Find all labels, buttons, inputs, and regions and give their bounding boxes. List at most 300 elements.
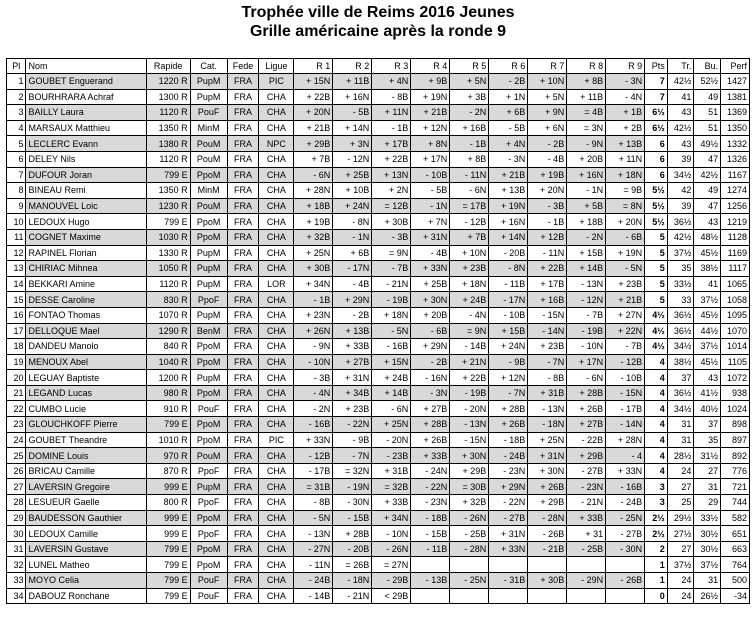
cell-league: CHA — [259, 463, 294, 479]
cell-round-4: - 15B — [411, 526, 450, 542]
cell-league: CHA — [259, 105, 294, 121]
cell-points: 4 — [645, 448, 668, 464]
cell-round-1: + 25N — [294, 245, 333, 261]
cell-round-7: + 29B — [528, 495, 567, 511]
cell-category: PupM — [190, 276, 227, 292]
cell-round-7: + 31N — [528, 448, 567, 464]
table-row — [7, 588, 750, 604]
header-tiebreak-bu: Bu. — [694, 59, 721, 74]
cell-round-1: + 19B — [294, 214, 333, 230]
header-row — [7, 59, 750, 74]
cell-round-9: + 18N — [606, 167, 645, 183]
header-name: Nom — [26, 59, 146, 74]
cell-performance: 892 — [721, 448, 750, 464]
cell-tiebreak-bu: 47 — [694, 198, 721, 214]
cell-tiebreak-tr: 34½ — [667, 401, 694, 417]
cell-round-8: + 31 — [567, 526, 606, 542]
cell-category: PupM — [190, 89, 227, 105]
cell-name: BAUDESSON Gauthier — [26, 510, 146, 526]
cell-performance: 721 — [721, 479, 750, 495]
cell-round-4: + 26B — [411, 432, 450, 448]
cell-rating: 799 E — [146, 588, 190, 604]
cell-tiebreak-bu: 26½ — [694, 588, 721, 604]
cell-round-9: - 27B — [606, 526, 645, 542]
cell-place: 20 — [7, 370, 26, 386]
cell-performance: 1326 — [721, 151, 750, 167]
cell-tiebreak-bu: 49 — [694, 183, 721, 199]
cell-round-9 — [606, 557, 645, 573]
cell-round-7: + 30B — [528, 573, 567, 589]
cell-round-5: + 24B — [450, 292, 489, 308]
cell-tiebreak-tr: 27 — [667, 541, 694, 557]
cell-rating: 1120 R — [146, 151, 190, 167]
cell-performance: 764 — [721, 557, 750, 573]
cell-round-7: + 16B — [528, 292, 567, 308]
cell-tiebreak-tr: 34½ — [667, 167, 694, 183]
cell-round-3: = 9N — [372, 245, 411, 261]
cell-round-2: + 28B — [333, 526, 372, 542]
cell-round-8: - 12N — [567, 292, 606, 308]
cell-round-8: - 10N — [567, 339, 606, 355]
cell-name: LEGUAY Baptiste — [26, 370, 146, 386]
cell-round-2: - 12N — [333, 151, 372, 167]
cell-points: 4 — [645, 401, 668, 417]
cell-round-3: + 31B — [372, 463, 411, 479]
cell-name: DOMINE Louis — [26, 448, 146, 464]
cell-points: 7 — [645, 74, 668, 90]
cell-round-6: + 21B — [489, 167, 528, 183]
cell-category: PpoM — [190, 417, 227, 433]
cell-round-9: + 28N — [606, 432, 645, 448]
cell-round-6 — [489, 588, 528, 604]
cell-tiebreak-tr: 37 — [667, 370, 694, 386]
cell-round-2: + 3N — [333, 136, 372, 152]
cell-place: 1 — [7, 74, 26, 90]
cell-league: CHA — [259, 401, 294, 417]
cell-round-8: = 3N — [567, 120, 606, 136]
cell-league: CHA — [259, 370, 294, 386]
cell-rating: 999 E — [146, 479, 190, 495]
cell-round-7: + 19B — [528, 167, 567, 183]
cell-round-6: + 4N — [489, 136, 528, 152]
header-tiebreak-tr: Tr. — [667, 59, 694, 74]
cell-performance: 1128 — [721, 229, 750, 245]
cell-tiebreak-bu: 31 — [694, 479, 721, 495]
cell-round-4: - 2B — [411, 354, 450, 370]
cell-federation: FRA — [227, 385, 259, 401]
cell-tiebreak-tr: 24 — [667, 463, 694, 479]
cell-performance: 1369 — [721, 105, 750, 121]
cell-tiebreak-tr: 24 — [667, 588, 694, 604]
cell-league: CHA — [259, 557, 294, 573]
cell-round-8: - 7B — [567, 307, 606, 323]
cell-federation: FRA — [227, 588, 259, 604]
cell-category: PpoF — [190, 526, 227, 542]
cell-round-2: + 10B — [333, 183, 372, 199]
cell-round-2: + 25B — [333, 167, 372, 183]
cell-round-7: + 9N — [528, 105, 567, 121]
cell-category: PupM — [190, 370, 227, 386]
cell-performance: 938 — [721, 385, 750, 401]
cell-performance: 1427 — [721, 74, 750, 90]
cell-name: DUFOUR Joran — [26, 167, 146, 183]
cell-category: PouF — [190, 105, 227, 121]
cell-name: LUNEL Matheo — [26, 557, 146, 573]
cell-round-4: - 18B — [411, 510, 450, 526]
cell-place: 21 — [7, 385, 26, 401]
cell-league: CHA — [259, 479, 294, 495]
cell-round-9: - 16B — [606, 479, 645, 495]
cell-performance: 651 — [721, 526, 750, 542]
cell-round-6: + 33N — [489, 541, 528, 557]
table-row — [7, 261, 750, 277]
cell-round-1: - 4N — [294, 385, 333, 401]
cell-round-8: + 26B — [567, 401, 606, 417]
cell-round-7: + 23B — [528, 339, 567, 355]
cell-round-9: - 25N — [606, 510, 645, 526]
table-row — [7, 417, 750, 433]
cell-round-4: - 5B — [411, 183, 450, 199]
cell-federation: FRA — [227, 198, 259, 214]
cell-federation: FRA — [227, 276, 259, 292]
cell-round-8: + 8B — [567, 74, 606, 90]
table-row — [7, 105, 750, 121]
cell-name: FONTAO Thomas — [26, 307, 146, 323]
cell-round-1: - 8B — [294, 495, 333, 511]
cell-round-3: - 29B — [372, 573, 411, 589]
cell-points: 2 — [645, 541, 668, 557]
cell-round-7: + 5N — [528, 89, 567, 105]
cell-round-8: - 2N — [567, 229, 606, 245]
cell-round-7: + 22B — [528, 261, 567, 277]
cell-round-1: + 18B — [294, 198, 333, 214]
cell-performance: 1058 — [721, 292, 750, 308]
cell-round-5: + 8B — [450, 151, 489, 167]
cell-round-5: = 9N — [450, 323, 489, 339]
cell-federation: FRA — [227, 495, 259, 511]
cell-round-1: - 3B — [294, 370, 333, 386]
cell-round-2: - 30N — [333, 495, 372, 511]
cell-category: PouF — [190, 588, 227, 604]
cell-federation: FRA — [227, 120, 259, 136]
cell-performance: 1169 — [721, 245, 750, 261]
table-row — [7, 385, 750, 401]
cell-federation: FRA — [227, 557, 259, 573]
cell-points: 3 — [645, 495, 668, 511]
cell-round-3: - 8B — [372, 89, 411, 105]
cell-round-3: - 3B — [372, 229, 411, 245]
cell-round-2: + 29N — [333, 292, 372, 308]
cell-league: NPC — [259, 136, 294, 152]
cell-place: 7 — [7, 167, 26, 183]
cell-tiebreak-tr: 36½ — [667, 214, 694, 230]
cell-round-7: + 25N — [528, 432, 567, 448]
cell-performance: 1024 — [721, 401, 750, 417]
cell-round-4: + 21B — [411, 105, 450, 121]
cell-performance: 663 — [721, 541, 750, 557]
cell-round-5: + 16B — [450, 120, 489, 136]
results-table — [6, 58, 750, 604]
cell-round-9: = 9B — [606, 183, 645, 199]
cell-tiebreak-tr: 36½ — [667, 307, 694, 323]
cell-round-7: - 3B — [528, 198, 567, 214]
table-row — [7, 276, 750, 292]
cell-round-3: - 16B — [372, 339, 411, 355]
cell-round-8: + 33B — [567, 510, 606, 526]
cell-round-6: - 11B — [489, 276, 528, 292]
cell-federation: FRA — [227, 354, 259, 370]
cell-round-6: - 18B — [489, 432, 528, 448]
cell-round-3: + 13N — [372, 167, 411, 183]
cell-round-3: - 20N — [372, 432, 411, 448]
cell-round-4: + 9B — [411, 74, 450, 90]
cell-tiebreak-bu: 48½ — [694, 229, 721, 245]
cell-round-4: + 33N — [411, 261, 450, 277]
cell-tiebreak-tr: 31 — [667, 417, 694, 433]
cell-tiebreak-bu: 31 — [694, 573, 721, 589]
cell-tiebreak-tr: 34½ — [667, 339, 694, 355]
cell-tiebreak-tr: 37½ — [667, 245, 694, 261]
cell-federation: FRA — [227, 214, 259, 230]
cell-points: 4 — [645, 417, 668, 433]
cell-round-5: + 7B — [450, 229, 489, 245]
cell-round-8: - 1N — [567, 183, 606, 199]
cell-round-9: + 11N — [606, 151, 645, 167]
cell-tiebreak-bu: 35 — [694, 432, 721, 448]
cell-round-3: - 26N — [372, 541, 411, 557]
cell-round-5: - 26N — [450, 510, 489, 526]
cell-name: DABOUZ Ronchane — [26, 588, 146, 604]
cell-round-6: + 13B — [489, 183, 528, 199]
cell-round-7: + 10N — [528, 74, 567, 90]
cell-category: MinM — [190, 120, 227, 136]
cell-round-9: - 15N — [606, 385, 645, 401]
cell-league: CHA — [259, 167, 294, 183]
cell-round-4 — [411, 557, 450, 573]
cell-tiebreak-tr: 43 — [667, 136, 694, 152]
cell-category: PouM — [190, 136, 227, 152]
cell-round-2: = 32N — [333, 463, 372, 479]
cell-league: CHA — [259, 448, 294, 464]
cell-place: 9 — [7, 198, 26, 214]
cell-federation: FRA — [227, 417, 259, 433]
table-row — [7, 120, 750, 136]
cell-league: CHA — [259, 588, 294, 604]
cell-round-1: + 28N — [294, 183, 333, 199]
cell-round-4: + 25B — [411, 276, 450, 292]
cell-points: 4 — [645, 385, 668, 401]
cell-federation: FRA — [227, 167, 259, 183]
cell-tiebreak-bu: 49 — [694, 89, 721, 105]
cell-round-5: - 25B — [450, 526, 489, 542]
cell-rating: 1040 R — [146, 354, 190, 370]
cell-round-5: + 23B — [450, 261, 489, 277]
cell-league: CHA — [259, 151, 294, 167]
cell-category: PouF — [190, 401, 227, 417]
cell-category: PpoM — [190, 510, 227, 526]
cell-round-8: - 9N — [567, 136, 606, 152]
cell-rating: 1350 R — [146, 120, 190, 136]
cell-round-1: - 12B — [294, 448, 333, 464]
cell-name: LAVERSIN Gregoire — [26, 479, 146, 495]
cell-round-8: - 19B — [567, 323, 606, 339]
cell-rating: 1230 R — [146, 198, 190, 214]
table-row — [7, 432, 750, 448]
cell-tiebreak-bu: 49½ — [694, 136, 721, 152]
cell-category: PpoF — [190, 463, 227, 479]
page-title: Trophée ville de Reims 2016 Jeunes — [241, 4, 515, 21]
table-row — [7, 323, 750, 339]
cell-tiebreak-tr: 36½ — [667, 323, 694, 339]
cell-tiebreak-tr: 31 — [667, 432, 694, 448]
header-round-6: R 6 — [489, 59, 528, 74]
cell-round-6: + 19N — [489, 198, 528, 214]
cell-round-7: + 6N — [528, 120, 567, 136]
cell-league: CHA — [259, 510, 294, 526]
cell-federation: FRA — [227, 510, 259, 526]
table-row — [7, 74, 750, 90]
header-round-7: R 7 — [528, 59, 567, 74]
cell-rating: 1010 R — [146, 432, 190, 448]
cell-tiebreak-tr: 38½ — [667, 354, 694, 370]
cell-place: 13 — [7, 261, 26, 277]
cell-rating: 800 R — [146, 495, 190, 511]
cell-rating: 1050 R — [146, 261, 190, 277]
header-round-2: R 2 — [333, 59, 372, 74]
cell-league: CHA — [259, 120, 294, 136]
cell-round-1: + 23N — [294, 307, 333, 323]
cell-round-5: + 10N — [450, 245, 489, 261]
cell-league: CHA — [259, 198, 294, 214]
cell-category: PpoM — [190, 557, 227, 573]
cell-place: 5 — [7, 136, 26, 152]
cell-name: DESSE Caroline — [26, 292, 146, 308]
cell-round-7: - 2B — [528, 136, 567, 152]
cell-round-4: + 17N — [411, 151, 450, 167]
cell-round-4: - 3N — [411, 385, 450, 401]
cell-performance: 1350 — [721, 120, 750, 136]
cell-category: PpoM — [190, 541, 227, 557]
cell-round-2: + 23B — [333, 401, 372, 417]
cell-tiebreak-bu: 37 — [694, 417, 721, 433]
cell-tiebreak-bu: 42½ — [694, 167, 721, 183]
cell-name: DELLOQUE Mael — [26, 323, 146, 339]
cell-round-6: - 17N — [489, 292, 528, 308]
cell-round-1: + 20N — [294, 105, 333, 121]
cell-tiebreak-bu: 30½ — [694, 541, 721, 557]
cell-round-1: + 30B — [294, 261, 333, 277]
cell-category: BenM — [190, 323, 227, 339]
cell-federation: FRA — [227, 370, 259, 386]
cell-tiebreak-bu: 37½ — [694, 292, 721, 308]
cell-round-1: - 11N — [294, 557, 333, 573]
header-league: Ligue — [259, 59, 294, 74]
cell-league: CHA — [259, 89, 294, 105]
cell-round-8: + 17N — [567, 354, 606, 370]
cell-league: CHA — [259, 323, 294, 339]
cell-round-1: - 6N — [294, 167, 333, 183]
cell-round-4: - 22N — [411, 479, 450, 495]
table-row — [7, 214, 750, 230]
cell-round-7: + 12B — [528, 229, 567, 245]
cell-round-2: + 33B — [333, 339, 372, 355]
cell-round-4: - 16N — [411, 370, 450, 386]
cell-tiebreak-bu: 30½ — [694, 526, 721, 542]
cell-round-5: + 30N — [450, 448, 489, 464]
table-row — [7, 229, 750, 245]
cell-round-6: - 9B — [489, 354, 528, 370]
cell-place: 11 — [7, 229, 26, 245]
cell-round-7: + 30N — [528, 463, 567, 479]
cell-rating: 830 R — [146, 292, 190, 308]
cell-round-7: - 7N — [528, 354, 567, 370]
cell-place: 34 — [7, 588, 26, 604]
cell-round-7: - 8B — [528, 370, 567, 386]
cell-federation: FRA — [227, 541, 259, 557]
cell-tiebreak-bu: 45½ — [694, 307, 721, 323]
cell-round-4: + 31N — [411, 229, 450, 245]
cell-round-5: = 30B — [450, 479, 489, 495]
cell-rating: 1290 R — [146, 323, 190, 339]
cell-tiebreak-bu: 45½ — [694, 354, 721, 370]
cell-points: 6½ — [645, 120, 668, 136]
cell-category: MinM — [190, 183, 227, 199]
cell-round-4: + 19N — [411, 89, 450, 105]
cell-name: BOURHRARA Achraf — [26, 89, 146, 105]
cell-round-7: - 11N — [528, 245, 567, 261]
cell-performance: -34 — [721, 588, 750, 604]
cell-name: RAPINEL Florian — [26, 245, 146, 261]
header-rating: Rapide — [146, 59, 190, 74]
cell-round-3: - 23B — [372, 448, 411, 464]
cell-round-5: - 15N — [450, 432, 489, 448]
cell-round-4: + 33B — [411, 448, 450, 464]
cell-round-1: - 27N — [294, 541, 333, 557]
cell-federation: FRA — [227, 105, 259, 121]
cell-round-8: = 4B — [567, 105, 606, 121]
cell-points: 1 — [645, 573, 668, 589]
cell-place: 4 — [7, 120, 26, 136]
cell-round-5: - 25N — [450, 573, 489, 589]
cell-points: 4 — [645, 463, 668, 479]
cell-round-5: - 20N — [450, 401, 489, 417]
cell-round-8: + 16N — [567, 167, 606, 183]
cell-name: MANOUVEL Loic — [26, 198, 146, 214]
cell-round-9: + 33N — [606, 463, 645, 479]
cell-round-6: + 1N — [489, 89, 528, 105]
cell-rating: 840 R — [146, 339, 190, 355]
cell-category: PouM — [190, 448, 227, 464]
header-round-1: R 1 — [294, 59, 333, 74]
cell-round-6: + 15B — [489, 323, 528, 339]
cell-league: CHA — [259, 245, 294, 261]
cell-tiebreak-tr: 43 — [667, 105, 694, 121]
cell-round-3: + 30B — [372, 214, 411, 230]
cell-round-8: + 27B — [567, 417, 606, 433]
header-round-9: R 9 — [606, 59, 645, 74]
header-place: Pl — [7, 59, 26, 74]
cell-round-5: - 4N — [450, 307, 489, 323]
cell-round-6: - 2B — [489, 74, 528, 90]
cell-round-6: - 22N — [489, 495, 528, 511]
cell-name: BINEAU Remi — [26, 183, 146, 199]
cell-round-6: - 7N — [489, 385, 528, 401]
header-category: Cat. — [190, 59, 227, 74]
cell-round-8: - 6N — [567, 370, 606, 386]
cell-round-2: + 13B — [333, 323, 372, 339]
cell-performance: 776 — [721, 463, 750, 479]
cell-round-1: - 9N — [294, 339, 333, 355]
